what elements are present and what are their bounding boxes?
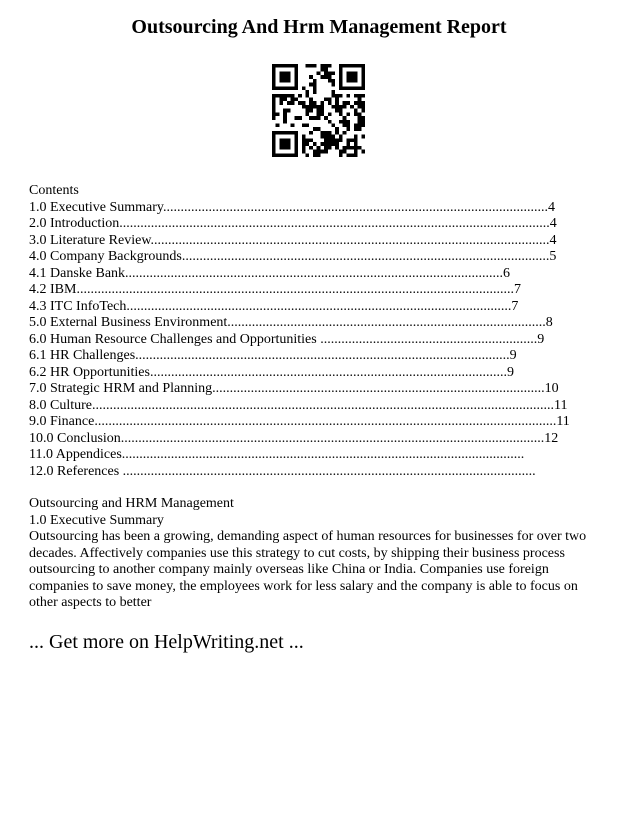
contents-heading: Contents: [29, 183, 79, 198]
qr-code-icon: [272, 64, 365, 157]
toc-entry-danske-bank[interactable]: 4.1 Danske Bank............................................................................................................6: [29, 265, 511, 281]
toc-entry-appendices[interactable]: 11.0 Appendices...................................................................................................................: [29, 447, 525, 462]
toc-entry-itc-infotech[interactable]: 4.3 ITC InfoTech..............................................................................................................7: [29, 298, 519, 314]
toc-entry-literature-review[interactable]: 3.0 Literature Review..................................................................................................................4: [29, 232, 557, 248]
document-body: [29, 496, 609, 612]
toc-entry-hr-challenges[interactable]: 6.1 HR Challenges...........................................................................................................9: [29, 348, 517, 363]
section-subheading: 1.0 Executive Summary: [29, 512, 164, 528]
toc-entry-culture[interactable]: 8.0 Culture....................................................................................................................................11: [29, 397, 568, 413]
toc-entry-hr-challenges-opportunities[interactable]: 6.0 Human Resource Challenges and Opportunities ..............................................................9: [29, 331, 545, 347]
toc-entry-conclusion[interactable]: 10.0 Conclusion.........................................................................................................................12: [29, 430, 559, 446]
toc-entry-finance[interactable]: 9.0 Finance....................................................................................................................................11: [29, 414, 570, 429]
toc-entry-executive-summary[interactable]: 1.0 Executive Summary..............................................................................................................4: [29, 199, 556, 215]
toc-entry-ibm[interactable]: 4.2 IBM.............................................................................................................................7: [29, 282, 521, 297]
toc-entry-hr-opportunities[interactable]: 6.2 HR Opportunities......................................................................................................9: [29, 364, 514, 380]
toc-entry-external-business-environment[interactable]: 5.0 External Business Environment...........................................................................................8: [29, 315, 553, 330]
get-more-link[interactable]: ... Get more on HelpWriting.net ...: [29, 631, 304, 653]
toc-entry-introduction[interactable]: 2.0 Introduction...........................................................................................................................4: [29, 216, 557, 231]
qr-code-graphic: [272, 64, 365, 157]
section-heading: Outsourcing and HRM Management: [29, 496, 234, 511]
body-paragraph: Outsourcing has been a growing, demanding aspect of human resources for businesses for over two decades. Affectively companies use this strategy to cut costs, by shipping their business process outsourcing to another company mainly overseas like China or India. Companies use foreign companies to save money, the employees work for less salary and the company is able to focus on other aspects to better: [29, 529, 587, 610]
table-of-contents: [29, 183, 609, 480]
toc-entry-company-backgrounds[interactable]: 4.0 Company Backgrounds.........................................................................................................5: [29, 249, 557, 264]
toc-entry-strategic-hrm[interactable]: 7.0 Strategic HRM and Planning...............................................................................................10: [29, 381, 559, 396]
toc-entry-references[interactable]: 12.0 References ......................................................................................................................: [29, 463, 536, 479]
page-title: Outsourcing And Hrm Management Report: [131, 16, 507, 38]
